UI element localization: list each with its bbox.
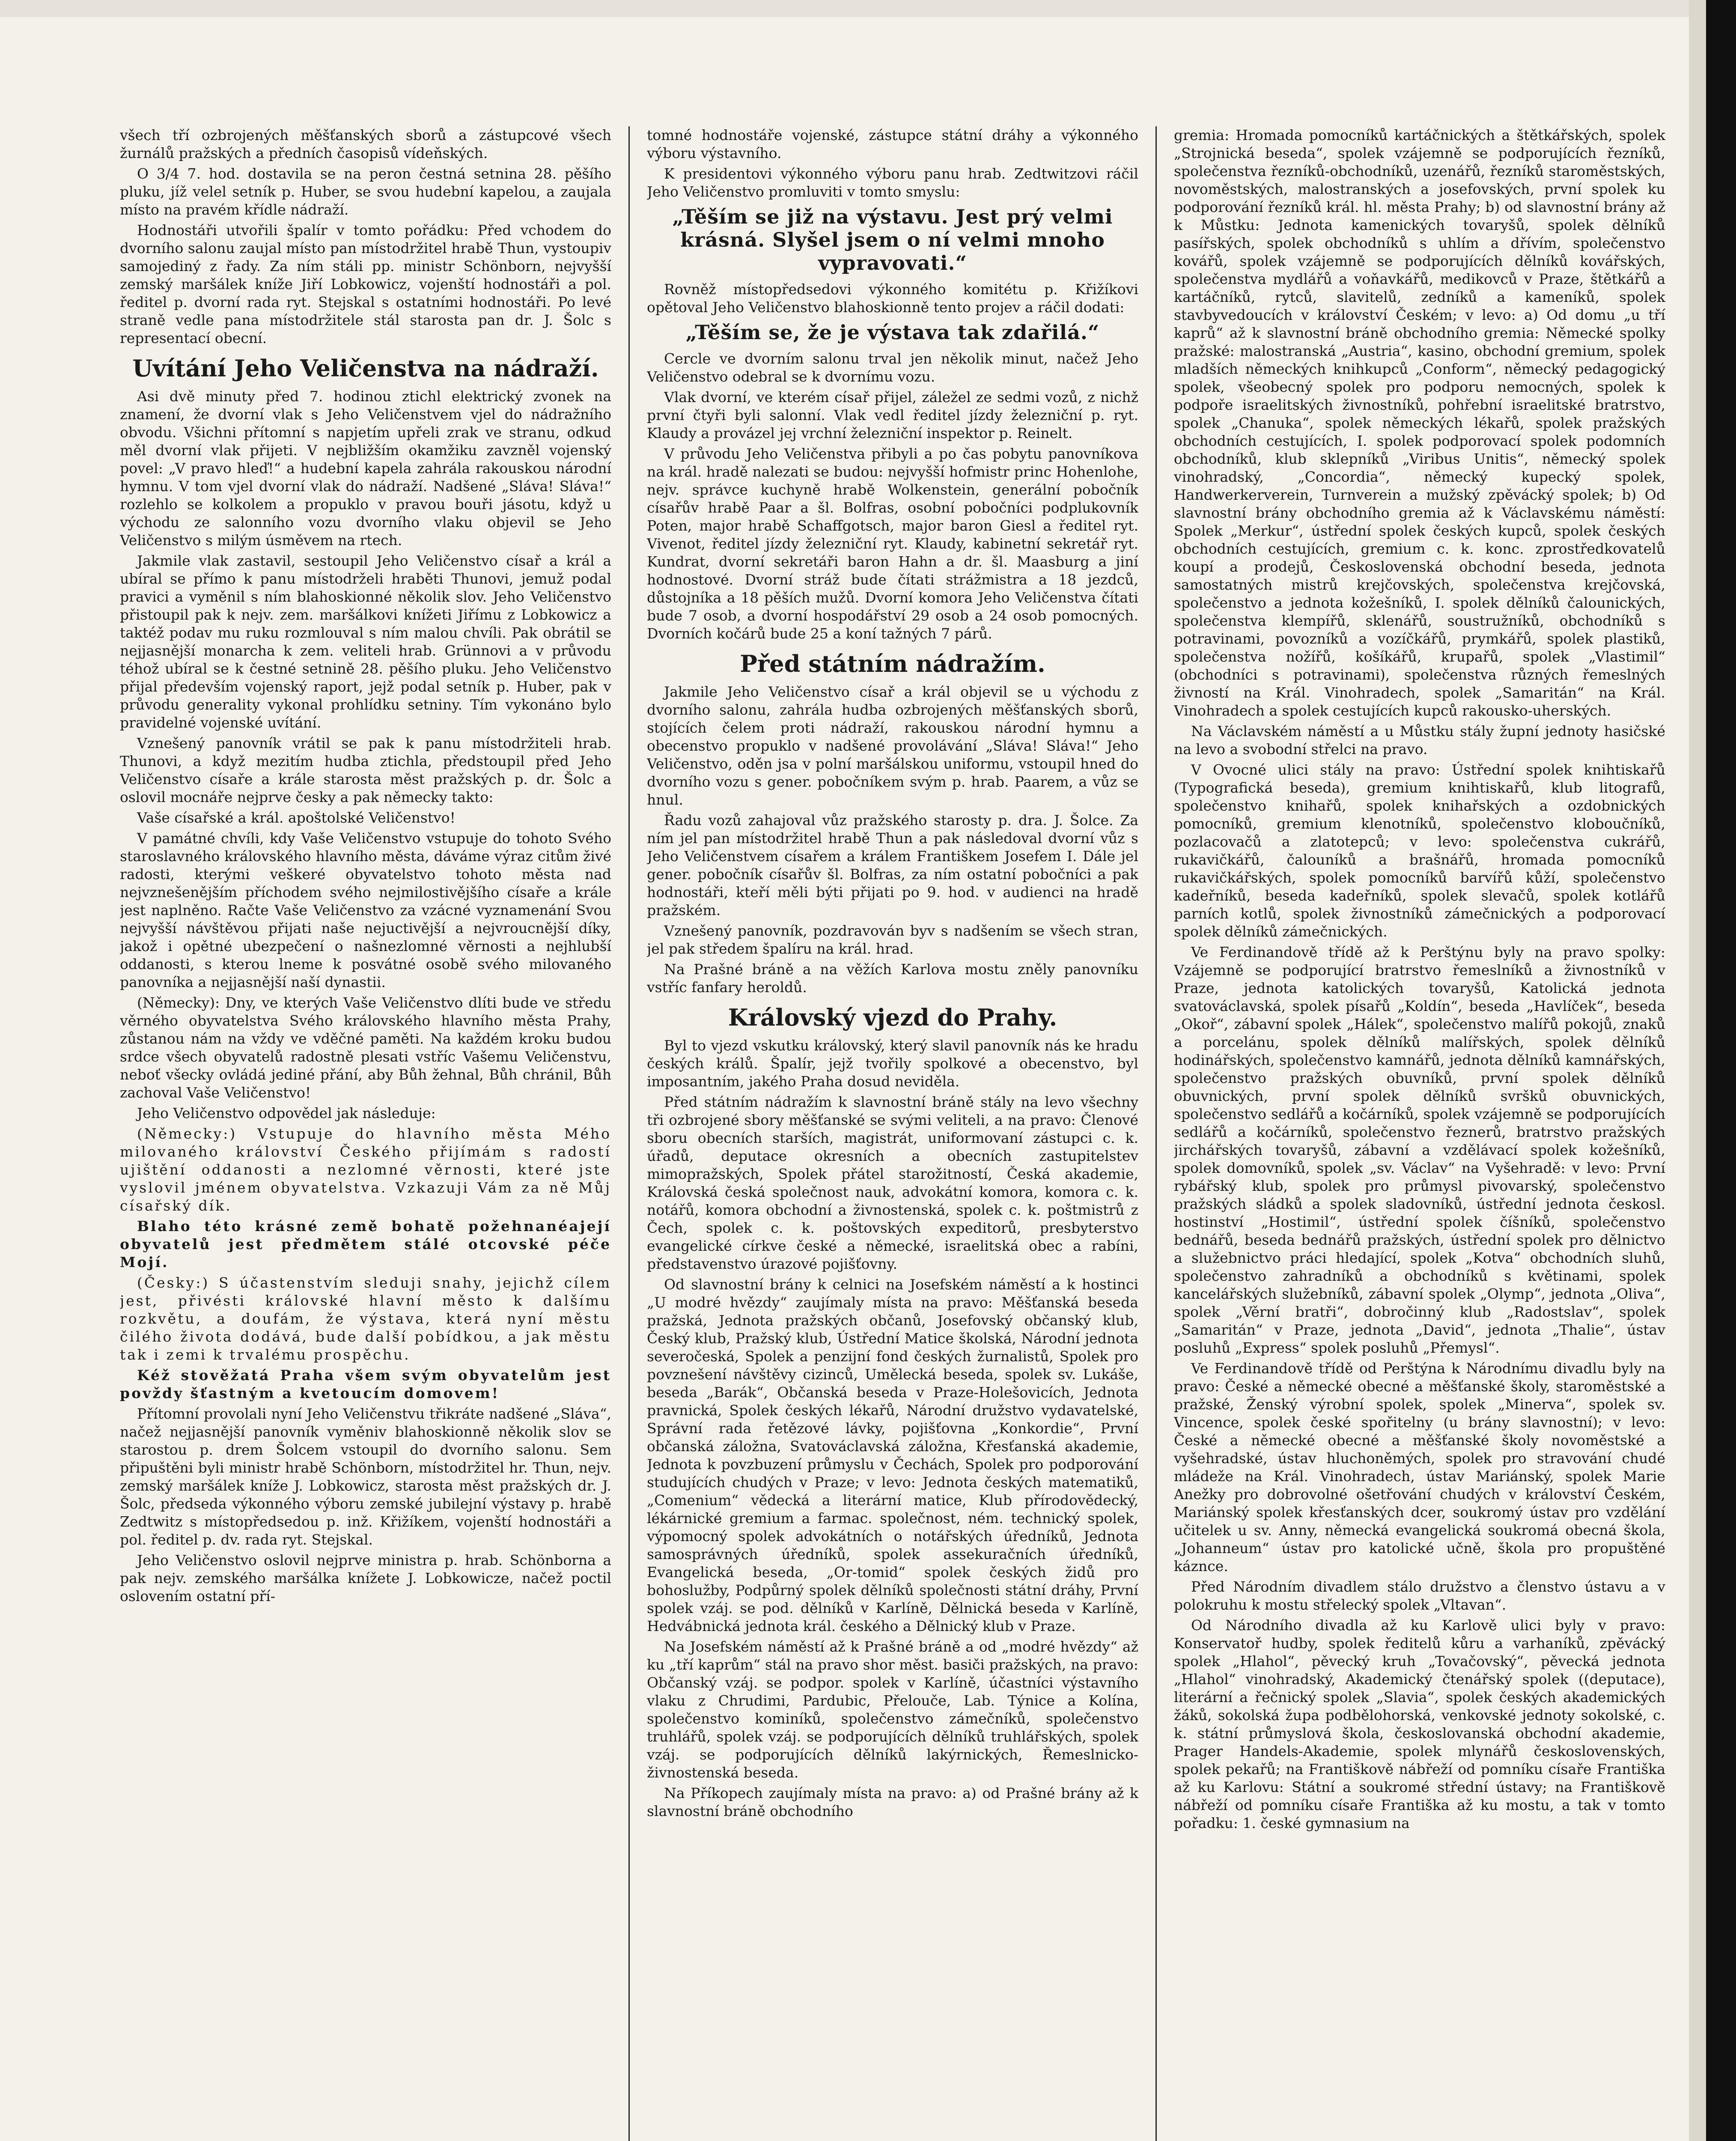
paragraph: tomné hodnostáře vojenské, zástupce státní dráhy a výkonného výboru výstavního. (647, 127, 1138, 161)
paragraph: Rovněž místopředsedovi výkonného komitétu p. Křižíkovi opětoval Jeho Veličenstvo blahoskionně tento projev a ráčil dodati: (647, 281, 1138, 316)
paragraph: V památné chvíli, kdy Vaše Veličenstvo vstupuje do tohoto Svého staroslavného královského hlavního města, dáváme výraz citům živé radosti, kterými veškeré obyvatelstvo tohoto města nad nejvznešenějším příchodem svého nejmilostivějšího císaře a krále jest naplněno. Račte Vaše Veličenstvo za vzácné vyznamenání Svou nejvyšší návštěvou přijati naše nejuctivější a nejvroucnější díky, jakož i opětné ubezpečení o našnezlomné věrnosti a nejhlubší oddanosti, s kterou lneme k posvátné osobě svého milovaného panovníka a nejjasnější naší dynastii. (120, 830, 611, 990)
paragraph: Před státním nádražím k slavnostní bráně stály na levo všechny tři ozbrojené sbory měšťanské se svými veliteli, a na pravo: Členové sboru obecních starších, magistrát, uniformovaní zástupci c. k. úřadů, deputace okresních a obecních zastupitelstev mimopražských, Spolek přátel starožitností, Česká akademie, Královská česká společnost nauk, advokátní komora, komora c. k. notářů, komora obchodní a živnostenská, spolek c. k. poštmistrů z Čech, spolek c. k. poštovských expeditorů, presbyterstvo evangelické církve české a německé, israelitská obec a rabíni, představenstvo úrazové pojišťovny. (647, 1094, 1138, 1272)
paragraph: Na Václavském náměstí a u Můstku stály župní jednoty hasičské na levo a svobodní střelci na pravo. (1174, 723, 1665, 757)
paragraph: K presidentovi výkonného výboru panu hrab. Zedtwitzovi ráčil Jeho Veličenstvo promluviti v tomto smyslu: (647, 165, 1138, 200)
emperor-reply: Blaho této krásné země bohatě požehnanéajejí obyvatelů jest předmětem stálé otcovské péče Mojí. (120, 1218, 611, 1270)
paragraph: Jakmile vlak zastavil, sestoupil Jeho Veličenstvo císař a král a ubíral se přímo k panu místodrželi hraběti Thunovi, jemuž podal pravici a vyměnil s ním blahoskionné několik slov. Jeho Veličenstvo přistoupil pak k nejv. zem. maršálkovi knížeti Jiřímu z Lobkowicz a taktéž podav mu ruku rozmlouval s ním malou chvíli. Pak obrátil se nejjasnější monarcha k zem. veliteli hrab. Grünnovi a v průvodu téhož ubíral se k čestné setnině 28. pěšího pluku. Jeho Veličenstvo přijal především vojenský raport, jejž podal setník p. Huber, pak v průvodu generality vykonal prohlídku setniny. Tím vykonáno bylo pravidelné vojenské uvítání. (120, 552, 611, 731)
paragraph: Cercle ve dvorním salonu trval jen několik minut, načež Jeho Veličenstvo odebral se k dvornímu vozu. (647, 350, 1138, 385)
paragraph: Vaše císařské a král. apoštolské Veličenstvo! (137, 809, 456, 826)
paragraph: Ve Ferdinandově třídě od Perštýna k Národnímu divadlu byly na pravo: České a německé obecné a měšťanské školy, staroměstské a pražské, Ženský výrobní spolek, spolek „Minerva“, spolek sv. Vincence, spolek české spořitelny (u brány slavnostní); v levo: České a německé obecné a měšťanské školy novoměstské a vyšehradské, ústav hluchoněmých, spolek pro stravování chudé mládeže na Král. Vinohradech, ústav Mariánský, spolek Marie Anežky pro dobrovolné ošetřování chudých v království Českém, Mariánský spolek křesťanských dcer, soukromý ústav pro vzdělání učitelek u sv. Anny, německá evangelická soukromá obecná škola, „Johanneum“ ústav pro katolické učně, škola pro propuštěné káznce. (1174, 1360, 1665, 1574)
emperor-reply: (Německy:) Vstupuje do hlavního města Mého milovaného království Českého přijímám s radostí ujištění oddanosti a nezlomné věrnosti, které jste vyslovil jménem obyvatelstva. Vzkazuji Vám za ně Můj císařský dík. (120, 1125, 611, 1214)
section-heading: Před státním nádražím. (740, 650, 1045, 677)
paragraph: Vznešený panovník, pozdravován byv s nadšením se všech stran, jel pak středem špalíru na král. hrad. (647, 922, 1138, 957)
emperor-reply: Kéž stověžatá Praha všem svým obyvatelům jest povždy šťastným a kvetoucím domovem! (120, 1367, 611, 1401)
scan-right-margin (1689, 0, 1706, 2141)
paragraph: Ve Ferdinandově třídě až k Perštýnu byly na pravo spolky: Vzájemně se podporující bratrstvo řemeslníků a živnostníků v Praze, jednota katolických tovaryšů, Katolická jednota svatováclavská, spolek písařů „Koldín“, beseda „Havlíček“, beseda „Okoř“, zábavní spolek „Hálek“, společenstvo malířů pokojů, znaků a porcelánu, spolek dělníků malířských, spolek dělníků hodinářských, společenstvo kamnářů, jednota dělníků kamnářských, společenstvo pražských obuvníků, první spolek dělníků obuvnických, první spolek dělníků svršků obuvnických, společenstvo sedlářů a kočárníků, spolek vzájemně se podporujících sedlářů a kočárníků, společenstvo řeznerů, bratrstvo pražských jirchářských tovaryšů, zábavní a vzdělávací spolek kožešníků, spolek domovníků, spolek „sv. Václav“ na Vyšehradě: v levo: První rybářský klub, spolek pro průmysl pivovarský, společenstvo pražských sládků a spolek sladovníků, ústřední jednota českosl. hostinství „Hostimil“, ústřední spolek číšníků, společenstvo bednářů, beseda bednářů pražských, ústřední spolek pro dělnictvo a služebnictvo práci hledající, spolek „Kotva“ obchodních sluhů, společenstvo zahradníků a obchodníků s květinami, spolek kancelářských služebníků, zábavní spolek „Olymp“, jednota „Oliva“, spolek „Věrní bratři“, dobročinný klub „Radostslav“, spolek „Samaritán“ v Praze, jednota „David“, jednota „Thalie“, ústav posluhů „Express“ spolek posluhů „Přemysl“. (1174, 944, 1665, 1356)
paragraph: Před Národním divadlem stálo družstvo a členstvo ústavu a v polokruhu k mostu střelecký spolek „Vltavan“. (1174, 1578, 1665, 1613)
paragraph: Přítomní provolali nyní Jeho Veličenstvu třikráte nadšené „Sláva“, načež nejjasnější panovník vyměniv blahoskionně několik slov se starostou p. drem Šolcem vstoupil do dvorního salonu. Sem připuštěni byli ministr hrabě Schönborn, místodržitel hr. Thun, nejv. zemský maršálek kníže J. Lobkowicz, starosta měst pražských dr. J. Šolc, předseda výkonného výboru zemské jubilejní výstavy p. hrabě Zedtwitz s místopředsedou p. inž. Křižíkem, vojenští hodnostáři a pol. ředitel p. dv. rada ryt. Stejskal. (120, 1405, 611, 1548)
paragraph: gremia: Hromada pomocníků kartáčnických a štětkářských, spolek „Strojnická beseda“, spolek vzájemně se podporujících řezníků, společenstva řezníků-obchodníků, uzenářů, řezníků staroměstských, novoměstských, malostranských a josefovských, první spolek ku podporování řezníků král. hl. města Prahy; b) od slavnostní brány až k Můstku: Jednota kamenických tovaryšů, spolek dělníků pasířských, spolek obchodníků s uhlím a dřívím, společenstvo kovářů, spolek vzájemně se podporujících dělníků kovářských, společenstva mydlářů a voňavkářů, medikovců v Praze, štětkářů a kartáčníků, rytců, slavitelů, zedníků a kameníků, spolek stavbyvedoucích v království Českém; v levo: a) Od domu „u tří kaprů“ až k slavnostní bráně obchodního gremia: Německé spolky pražské: malostranská „Austria“, kasino, obchodní gremium, spolek mladších německých knihkupců „Conform“, německý pedagogický spolek, všeobecný spolek pro podporu nemocných, spolek k podpoře israelitských živnostníků, pohřební israelitské bratrstvo, spolek „Chanuka“, spolek německých lékařů, spolek pražských obchodních cestujících, I. spolek podporovací spolek podomních obchodníků, klub sklepníků „Viribus Unitis“, německý spolek vinohradský, „Concordia“, německý kupecký spolek, Handwerkerverein, Turnverein a mužský zpěvácký spolek; b) Od slavnostní brány obchodního gremia až k Václavskému náměstí: Spolek „Merkur“, ústřední spolek českých kupců, spolek českých obchodních cestujících, gremium c. k. konc. zprostředkovatelů koupí a prodejů, Československá obchodní beseda, jednota samostatných mistrů krejčovských, společenstva krejčovská, společenstvo a jednota kožešníků, I. spolek dělníků čalounických, společenstva klempířů, sklenářů, soustružníků, obchodníků s potravinami, povozníků a vozíčkářů, prymkářů, spolek plastiků, společenstva nožířů, košíkářů, krupařů, spolek „Vlastimil“ (obchodníci s potravinami), společenstva různých řemeslných živností na Král. Vinohradech, spolek „Samaritán“ na Král. Vinohradech a spolek cestujících kupců rakousko-uherských. (1174, 127, 1665, 719)
paragraph: Od slavnostní brány k celnici na Josefském náměstí a k hostinci „U modré hvězdy“ zaujímaly místa na pravo: Měšťanská beseda pražská, Jednota pražských občanů, Josefovský občanský klub, Český klub, Pražský klub, Ústřední Matice školská, Národní jednota severočeská, Spolek a penzijní fond českých žurnalistů, Spolek pro povznešení návštěvy cizinců, Umělecká beseda, spolek sv. Lukáše, beseda „Barák“, Občanská beseda v Praze-Holešovicích, Jednota pravnická, Spolek českých lékařů, Národní družstvo vydavatelské, Správní rada řetězové lávky, pojišťovna „Konkordie“, První občanská záložna, Svatováclavská záložna, Křesťanská akademie, Jednota k povzbuzení průmyslu v Čechách, Spolek pro podporování studujících chudých v Praze; v levo: Jednota českých matematiků, „Comenium“ vědecká a literární matice, Klub přírodovědecký, lékárnické gremium a farmac. společnost, ném. technický spolek, výpomocný spolek advokátních o notářských úředníků, Jednota samosprávných úředníků, spolek assekuračních úředníků, Evangelická beseda, „Or-tomid“ spolek českých židů pro bohoslužby, Podpůrný spolek dělníků společnosti státní dráhy, První spolek vzáj. se pod. dělníků v Karlíně, Dělnická beseda v Karlíně, Hedvábnická jednota král. českého a Dělnický klub v Praze. (647, 1276, 1138, 1634)
paragraph: Jeho Veličenstvo oslovil nejprve ministra p. hrab. Schönborna a pak nejv. zemského maršálka knížete J. Lobkowicze, načež poctil oslovením ostatní pří- (120, 1552, 611, 1604)
paragraph: Na Josefském náměstí až k Prašné bráně a od „modré hvězdy“ až ku „tří kaprům“ stál na pravo shor měst. basiči pražských, na pravo: Občanský vzáj. se podpor. spolek v Karlíně, účastníci výstavního vlaku z Chrudimi, Pardubic, Přelouče, Lab. Týnice a Kolína, společenstvo kominíků, společenstvo zámečníků, společenstvo truhlářů, spolek vzáj. se podporujících dělníků truhlářských, spolek vzáj. se podporujících dělníků lakýrnických, Řemeslnicko-živnostenská beseda. (647, 1638, 1138, 1781)
paragraph: Hodnostáři utvořili špalír v tomto pořádku: Před vchodem do dvorního salonu zaujal místo pan místodržitel hrabě Thun, vystoupiv samojediný z řady. Za ním stáli pp. ministr Schönborn, nejvyšší zemský maršálek kníže Jiří Lobkowicz, vojenští hodnostáři a pol. ředitel p. dvorní rada ryt. Stejskal s ostatními hodnostáři. Po levé straně vedle pana místodržitele stál starosta pan dr. J. Šolc s representací obecní. (120, 222, 611, 346)
paragraph: Jakmile Jeho Veličenstvo císař a král objevil se u východu z dvorního salonu, zahrála hudba ozbrojených měšťanských sborů, stojících čelem proti nádraží, rakouskou národní hymnu a obecenstvo propuklo v nadšené provolávání „Sláva! Sláva!“ Jeho Veličenstvo, oděn jsa v polní maršálskou uniformu, vstoupil hned do dvorního vozu s gener. pobočníkem svým p. hrab. Paarem, a vůz se hnul. (647, 683, 1138, 808)
paragraph: Na Příkopech zaujímaly místa na pravo: a) od Prašné brány až k slavnostní bráně obchodního (647, 1785, 1138, 1819)
scan-right-edge (1706, 0, 1736, 2141)
paragraph: Byl to vjezd vskutku královský, který slavil panovník nás ke hradu českých králů. Špalír, jejž tvořily spolkové a obecenstvo, byl imposantním, jakého Praha dosud neviděla. (647, 1037, 1138, 1090)
paragraph: V Ovocné ulici stály na pravo: Ústřední spolek knihtiskařů (Typografická beseda), gremium knihtiskařů, klub litografů, společenstvo knihařů, spolek knihařských a ozdobnických pomocníků, gremium klenotníků, společenstvo kloboučníků, pozlacovačů a zlatotepců; v levo: společenstva cukrářů, rukavičkářů, čalouníků a brašnářů, hromada pomocníků rukavičkářských, spolek pomocníků barvířů kůží, společenstvo kadeřníků, beseda kadeřníků, spolek slevačů, spolek kotlářů parních kotlů, spolek živnostníků zámečnických a podporovací spolek dělníků zámečnických. (1174, 761, 1665, 940)
article-columns (120, 126, 1665, 2141)
paragraph: Vlak dvorní, ve kterém císař přijel, záležel ze sedmi vozů, z nichž první čtyři byli salonní. Vlak vedl ředitel jízdy železniční p. ryt. Klaudy a provázel jej vrchní železniční inspektor p. Reinelt. (647, 389, 1138, 441)
paragraph: O 3/4 7. hod. dostavila se na peron čestná setnina 28. pěšího pluku, jíž velel setník p. Huber, se svou hudební kapelou, a zaujala místo na pravém křídle nádraží. (120, 165, 611, 218)
column-1 (120, 126, 611, 2141)
paragraph: V průvodu Jeho Veličenstva přibyli a po čas pobytu panovníkova na král. hradě nalezati se budou: nejvyšší hofmistr princ Hohenlohe, nejv. správce kuchyně hrabě Wolkenstein, generální pobočník císařův hrabě Paar a šl. Bolfras, osobní pobočníci podplukovník Poten, major hrabě Schaffgotsch, major baron Giesl a ředitel ryt. Vivenot, ředitel jízdy železniční ryt. Klaudy, kabinetní sekretář ryt. Kundrat, dvorní sekretáři baron Hahn a dr. šl. Maasburg a jiní hodnostové. Dvorní stráž bude čítati strážmistra a 18 jezdců, důstojníka a 18 pěších mužů. Dvorní komora Jeho Veličenstva čítati bude 7 osob, a dvorní hospodářství 29 osob a 24 osob pomocných. Dvorních kočárů bude 25 a koní tažných 7 párů. (647, 445, 1138, 642)
section-heading: Královský vjezd do Prahy. (728, 1004, 1057, 1031)
column-3 (1174, 126, 1665, 2141)
section-heading: Uvítání Jeho Veličenstva na nádraží. (132, 355, 599, 382)
paragraph: Řadu vozů zahajoval vůz pražského starosty p. dra. J. Šolce. Za ním jel pan místodržitel hrabě Thun a pak následoval dvorní vůz s Jeho Veličenstvem císařem a králem Františkem Josefem I. Dále jel gener. pobočník císařův šl. Bolfras, za ním ostatní pobočníci a pak hodnostáři, kteří měli býti přijati po 9. hod. v audienci na hradě pražském. (647, 812, 1138, 918)
paragraph: Vznešený panovník vrátil se pak k panu místodržiteli hrab. Thunovi, a když mezitím hudba ztichla, předstoupil před Jeho Veličenstvo císaře a krále starosta měst pražských p. dr. Šolc a oslovil mocnáře nejprve česky a pak německy takto: (120, 735, 611, 805)
emperor-quote: „Těším se již na výstavu. Jest prý velmi krásná. Slyšel jsem o ní velmi mnoho vypravovati.“ (672, 205, 1113, 274)
paragraph: Asi dvě minuty před 7. hodinou ztichl elektrický zvonek na znamení, že dvorní vlak s Jeho Veličenstvem vjel do nádražního obvodu. Všichni přítomní s napjetím upřeli zrak ve stranu, odkud měl dvorní vlak přijeti. V nejbližším okamžiku zavzněl vojenský povel: „V pravo hleď!“ a hudební kapela zahrála rakouskou národní hymnu. V tom vjel dvorní vlak do nádraží. Nadšené „Sláva! Sláva!“ rozlehlo se kolkolem a propuklo v pravou bouři jásotu, když u východu ze salonního vozu dvorního vlaku objevil se Jeho Veličenstvo s milým úsměvem na rtech. (120, 388, 611, 549)
column-divider (628, 126, 630, 2141)
emperor-reply: (Česky:) S účastenstvím sleduji snahy, jejichž cílem jest, přivésti královské hlavní město k dalšímu rozkvětu, a doufám, že výstava, která nyní městu čilého života dodává, bude další pobídkou, a jak městu tak i zemi k trvalému prospěchu. (120, 1274, 611, 1363)
column-divider (1155, 126, 1157, 2141)
emperor-quote: „Těším se, že je výstava tak zdařilá.“ (685, 321, 1100, 344)
paragraph: (Německy): Dny, ve kterých Vaše Veličenstvo dlíti bude ve středu věrného obyvatelstva Svého královského hlavního města Prahy, zůstanou nám na vždy ve vděčné paměti. Na každém kroku budou srdce všech obyvatelů radostně plesati vstříc Vašemu Veličenstvu, neboť všecky ovládá jediné přání, aby Bůh žehnal, Bůh chránil, Bůh zachoval Vaše Veličenstvo! (120, 994, 611, 1101)
paragraph: Na Prašné bráně a na věžích Karlova mostu zněly panovníku vstříc fanfary heroldů. (647, 961, 1138, 996)
paragraph: Od Národního divadla až ku Karlově ulici byly v pravo: Konservatoř hudby, spolek ředitelů kůru a varhaníků, zpěvácký spolek „Hlahol“, pěvecký kruh „Tovačovský“, pěvecká jednota „Hlahol“ vinohradský, Akademický čtenářský spolek ((deputace), literární a řečnický spolek „Slavia“, spolek českých akademických žáků, sokolská župa podbělohorská, venkovské jednoty sokolské, c. k. státní průmyslová škola, českoslovanská obchodní akademie, Prager Handels-Akademie, spolek mlynářů československých, spolek pekařů; na Františkově nábřeží od pomníku císaře Františka až ku Karlovu: Státní a soukromé střední ústavy; na Františkově nábřeží od pomníku císaře Františka až ku mostu, a tak v tomto pořadku: 1. české gymnasium na (1174, 1617, 1665, 1831)
paragraph: Jeho Veličenstvo odpovědel jak následuje: (137, 1105, 436, 1121)
column-2 (647, 126, 1138, 2141)
scan-top-edge (0, 0, 1736, 17)
paragraph: všech tří ozbrojených měšťanských sborů a zástupcové všech žurnálů pražských a předních časopisů vídeňských. (120, 127, 611, 161)
